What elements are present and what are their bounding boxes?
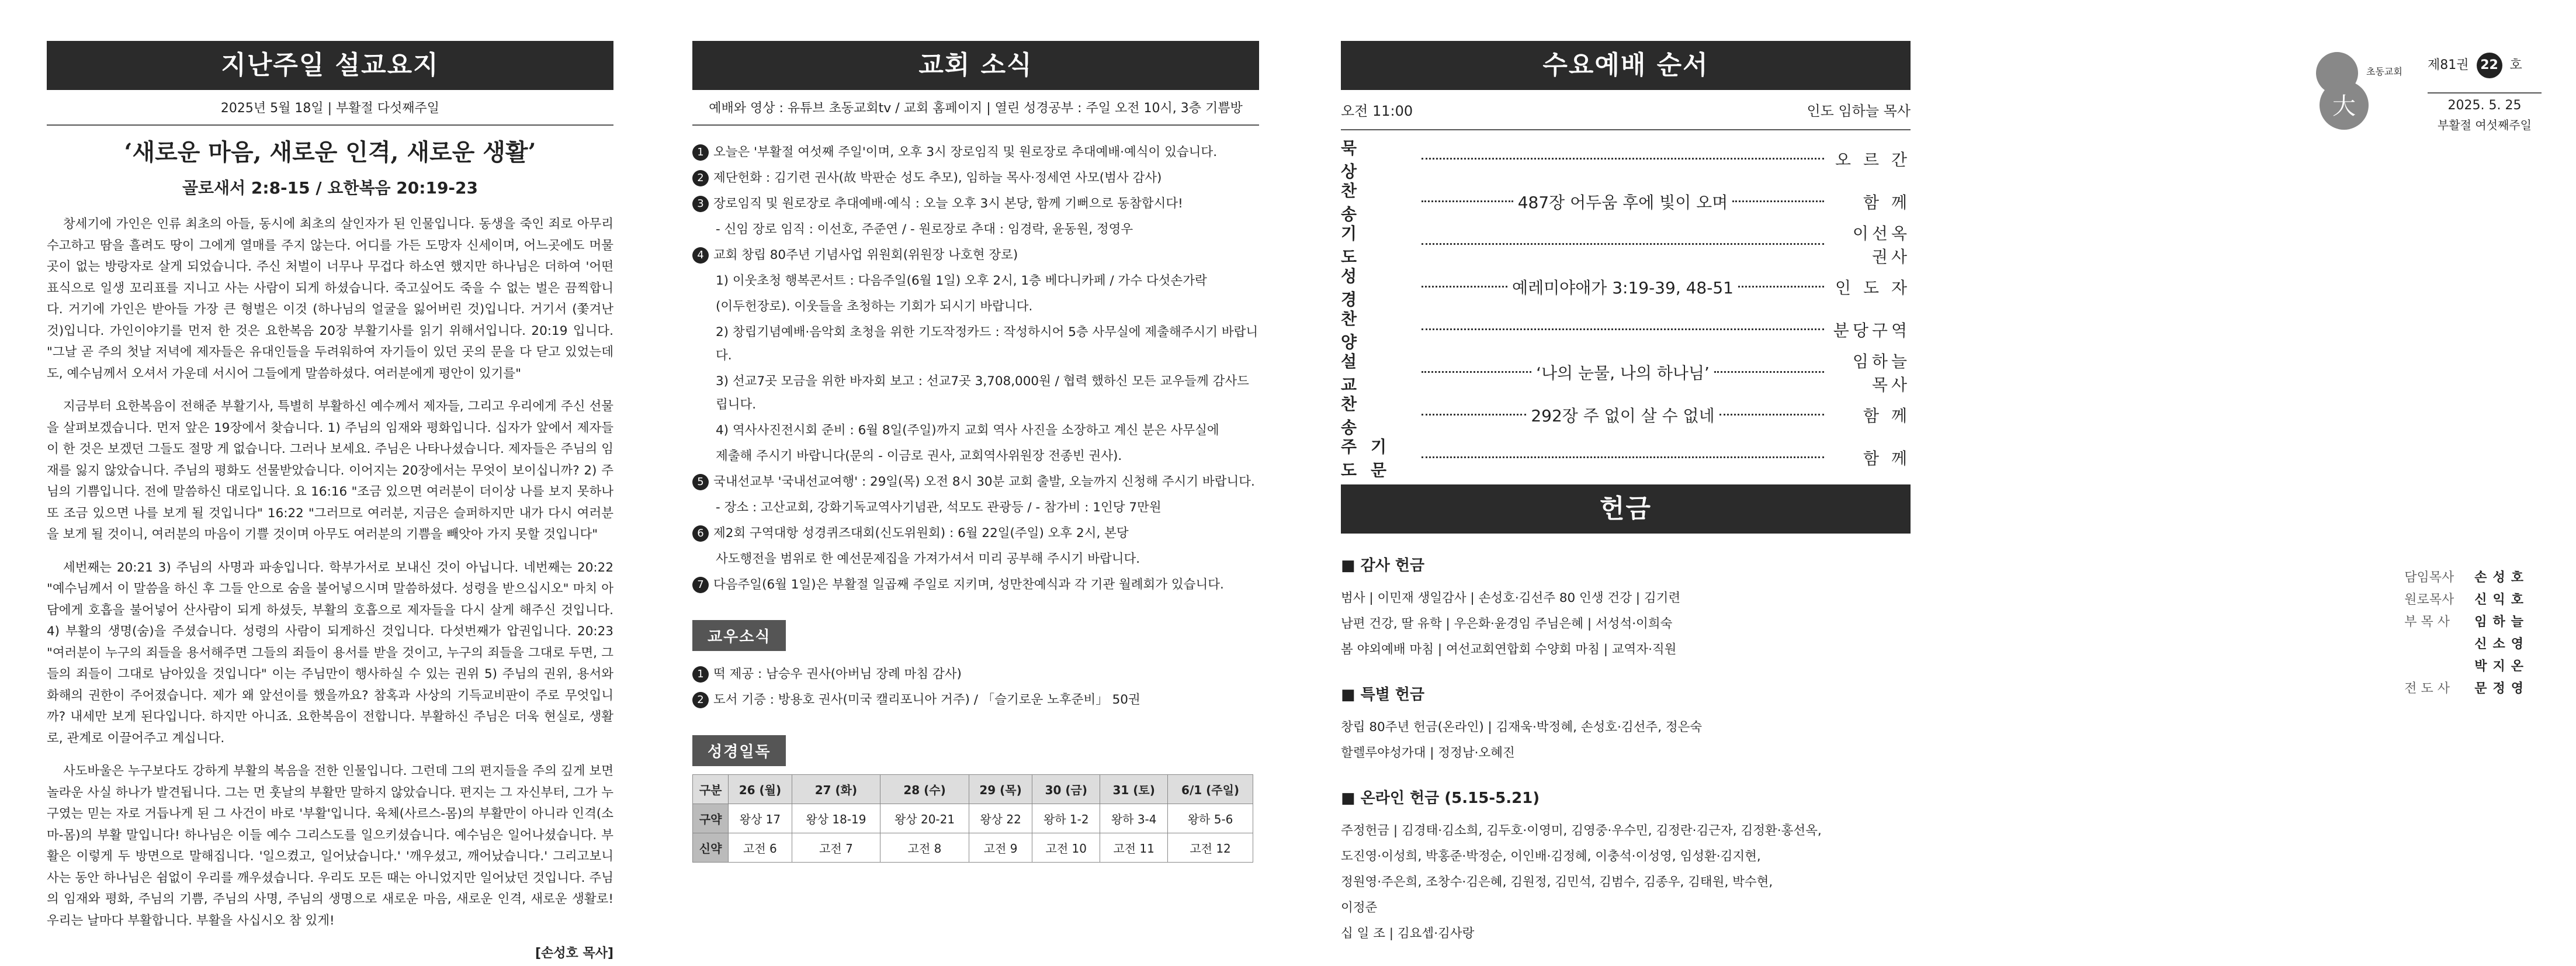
reading-cell: 왕상 22: [969, 804, 1032, 833]
friends-item: [692, 663, 1259, 686]
dot-leader: [1738, 286, 1824, 288]
staff-name: 임하늘: [2474, 615, 2529, 629]
reading-table: [692, 774, 1253, 863]
staff-role: [2404, 633, 2474, 656]
news-item: [692, 192, 1259, 216]
worship-leader: 인도 임하늘 목사: [1807, 103, 1911, 119]
news-item: [692, 496, 1259, 520]
news-item: [692, 167, 1259, 190]
dot-leader: [1732, 200, 1824, 202]
thanks-offering-line: 남편 건강, 딸 유학 | 우은화·윤경임 주님은혜 | 서성석·이희숙: [1341, 617, 1673, 631]
news-text: 1) 이웃초청 행복콘서트 : 다음주일(6월 1일) 오후 2시, 1층 베다니카페 / 가수 다섯손가락: [716, 273, 1207, 288]
volume: 제81권: [2428, 58, 2469, 72]
order-row: [1341, 223, 1911, 265]
order-key: 성 경: [1341, 266, 1371, 309]
thanks-offering-list: [1341, 586, 1911, 663]
staff-role: 원로목사: [2404, 593, 2454, 607]
reading-cell: 고전 8: [880, 833, 969, 863]
order-content: ‘나의 눈물, 나의 하나님’: [1536, 363, 1710, 383]
news-number: 5: [692, 474, 709, 490]
staff-name: 손성호: [2474, 570, 2529, 585]
dot-leader: [1719, 414, 1824, 416]
order-row: [1341, 308, 1911, 351]
dot-leader: [1422, 328, 1824, 330]
news-text: 3) 선교7곳 모금을 위한 바자회 보고 : 선교7곳 3,708,000원 / 협력 했하신 모든 교우들께 감사드립니다.: [716, 374, 1249, 412]
reading-label-cell: 구약: [693, 804, 729, 833]
reading-cell: 고전 9: [969, 833, 1032, 863]
order-person: 함 께: [1863, 192, 1911, 212]
news-text: 2) 창립기념예배·음악회 초청을 위한 기도작정카드 : 작성하시어 5층 사무실에 제출해주시기 바랍니다.: [716, 325, 1258, 363]
svg-text:大: 大: [2332, 93, 2356, 120]
dot-leader: [1714, 371, 1824, 373]
reading-row: [693, 804, 1253, 833]
staff-row: [2404, 567, 2529, 589]
dot-leader: [1422, 200, 1513, 202]
reading-section: [692, 735, 1259, 863]
online-offering-line: 이정준: [1341, 901, 1378, 915]
staff-row: [2404, 611, 2529, 633]
order-key: 찬 양: [1341, 309, 1371, 352]
reading-header-cell: 구분: [693, 775, 729, 804]
order-middle: [1417, 328, 1829, 330]
issue-number: 22: [2477, 53, 2502, 78]
order-person: 함 께: [1863, 448, 1911, 468]
masthead: [2308, 41, 2542, 140]
worship-time: 오전 11:00: [1341, 103, 1413, 119]
news-item: [692, 141, 1259, 164]
news-column: [692, 41, 1259, 863]
sermon-paragraph: 세번째는 20:21 3) 주님의 사명과 파송입니다. 학부가서로 보내신 것이 아닙니다. 네번째는 20:22 "예수님께서 이 말씀을 하신 후 그들 안으로 숨을 불어넣으시며 말씀하셨다. 성령을 받으십시오" 마치 아담에게 호흡을 불어넣어 산사람이 되게 하셨듯, 부활의 호흡으로 제자들을 다시 살게 해주신 것입니다. 4) 부활의 생명(숨)을 주셨습니다. 성령의 사람이 되게하신 것입니다. 다섯번째가 압권입니다. 20:23 "여러분이 누구의 죄들을 용서해주면 그들의 죄들이 용서를 받을 것이고, 누구의 죄들을 그대로 두면, 그들의 죄들이 그대로 남아있을 것입니다" 이는 주님만이 행사하실 수 있는 권위 5) 주님의 권위, 용서와 화해의 권한이 주어졌습니다. 제가 왜 앞선이를 했을까요? 참혹과 사상의 기득교비판이 주로 무엇입니까? 내세만 보게 된다입니다. 하지만 아니죠. 요한복음이 전합니다. 부활하신 주님은 더욱 현실로, 생활로, 관계로 이끌어주고 계십니다.: [47, 560, 613, 746]
reading-tag: 성경일독: [692, 735, 786, 766]
friends-number: 2: [692, 692, 709, 708]
news-text: 다음주일(6월 1일)은 부활절 일곱째 주일로 지키며, 성만찬예식과 각 기관 월례회가 있습니다.: [713, 577, 1224, 592]
reading-header-cell: 6/1 (주일): [1168, 775, 1253, 804]
reading-header-cell: 27 (화): [792, 775, 880, 804]
thanks-offering-line: 봄 야외예배 마침 | 여선교회연합회 수양회 마침 | 교역자·직원: [1341, 642, 1677, 657]
order-person: 인 도 자: [1835, 278, 1911, 297]
worship-info: [1341, 90, 1911, 130]
news-item: [692, 470, 1259, 494]
staff-role: 담임목사: [2404, 570, 2454, 585]
friends-item: [692, 688, 1259, 712]
issue-date: 2025. 5. 25: [2428, 92, 2542, 113]
order-key: 기 도: [1341, 223, 1371, 266]
news-item: [692, 445, 1259, 468]
order-middle: [1417, 456, 1829, 458]
news-number: 6: [692, 525, 709, 542]
order-row: [1341, 436, 1911, 479]
news-text: (이두헌장로). 이웃들을 초청하는 기회가 되시기 바랍니다.: [716, 299, 1033, 314]
order-middle: [1417, 361, 1829, 384]
order-row: [1341, 265, 1911, 308]
online-offering-heading: ■ 온라인 헌금 (5.15-5.21): [1341, 790, 1540, 807]
issue-suffix: 호: [2509, 58, 2522, 72]
volume-line: [2428, 53, 2522, 78]
staff-name: 신익호: [2474, 593, 2529, 607]
staff-row: [2404, 589, 2529, 611]
order-middle: [1417, 190, 1829, 213]
order-person: 함 께: [1863, 406, 1911, 425]
reading-header-cell: 29 (목): [969, 775, 1032, 804]
news-text: 제단헌화 : 김기련 권사(故 박판순 성도 추모), 임하늘 목사·정세연 사모(범사 감사): [713, 171, 1162, 185]
issue-week: 부활절 여섯째주일: [2438, 118, 2532, 132]
order-row: [1341, 351, 1911, 393]
friends-tag: 교우소식: [692, 620, 786, 651]
order-key: 찬 송: [1341, 181, 1371, 224]
reading-row: [693, 833, 1253, 863]
staff-role: [2404, 656, 2474, 678]
sermon-paragraph: 사도바울은 누구보다도 강하게 부활의 복음을 전한 인물입니다. 그런데 그의 편지들을 주의 깊게 보면 놀라운 사실 하나가 발견됩니다. 그는 먼 훗날의 부활만 말하지 않았습니다. 편지는 그 자신부터, 그가 누구였는 믿는 자로 거듭나게 된 그 사건이 바로 '부활'입니다. 육체(사르스-몸)의 부활만이 아니라 인격(소마-몸)의 부활 말입니다! 하나님은 이들 예수 그리스도를 일으키셨습니다. 예수님은 일어나셨습니다. 부활은 이렇게 두 방면으로 말해집니다. '일으켰고, 일어났습니다.' '깨우셨고, 깨어났습니다.' 그리고보니 사는 동안 하나님은 쉼없이 우리를 깨우셨습니다. 우리도 모든 때는 아니었지만 일어났던 것입니다. 주님의 임재와 평화, 주님의 기쁨, 주님의 사명, 주님의 생명으로 새로운 마음, 새로운 인격, 새로운 생활로! 우리는 날마다 부활합니다. 부활을 사십시오 참 있게!: [47, 764, 613, 928]
news-item: [692, 419, 1259, 442]
order-middle: [1417, 158, 1829, 160]
sermon-date-line: 2025년 5월 18일 | 부활절 다섯째주일: [47, 90, 613, 126]
staff-list: [2404, 567, 2529, 700]
order-person: 이선옥 권사: [1852, 223, 1911, 266]
special-offering-line: 창립 80주년 헌금(온라인) | 김재욱·박정혜, 손성호·김선주, 정은숙: [1341, 720, 1703, 735]
reading-cell: 왕상 17: [729, 804, 792, 833]
news-number: 2: [692, 170, 709, 186]
news-list: [692, 141, 1259, 597]
special-offering-line: 할렐루야성가대 | 정정남·오혜진: [1341, 746, 1515, 760]
news-text: - 신임 장로 임직 : 이선호, 주준연 / - 원로장로 추대 : 임경락, 윤동원, 정영우: [716, 222, 1133, 237]
order-person: 임하늘 목사: [1852, 351, 1911, 394]
online-offering-line: 도진영·이성희, 박홍준·박정순, 이인배·김정혜, 이충석·이성영, 임성환·김지현,: [1341, 849, 1761, 864]
news-text: 국내선교부 '국내선교여행' : 29일(목) 오전 8시 30분 교회 출발, 오늘까지 신청해 주시기 바랍니다.: [713, 475, 1255, 489]
staff-name: 문정영: [2474, 681, 2529, 696]
news-item: [692, 244, 1259, 267]
special-offering-heading: ■ 특별 헌금: [1341, 686, 1425, 704]
sermon-paragraph: 지금부터 요한복음이 전해준 부활기사, 특별히 부활하신 예수께서 제자들, 그리고 우리에게 주신 선물을 살펴보겠습니다. 먼저 앞은 19장에서 찾습니다. 1) 주님의 임재와 평화입니다. 십자가 앞에서 제자들이 한 것은 보겠던 그들도 절망 게 없습니다. 그러나 보세요. 주님은 나타나셨습니다. 제자들은 주님의 임재를 잃지 않았습니다. 주님의 평화도 선물받았습니다. 이어지는 20장에서는 무엇이 보이십니까? 2) 주님의 기쁨입니다. 전에 말씀하신 대로입니다. 요 16:16 "조금 있으면 여러분이 더이상 나를 보지 못하나 또 조금 있으면 나를 보게 될 것입니다" 16:22 "그러므로 여러분, 지금은 슬퍼하지만 내가 다시 여러분을 보게 될 것이니, 여러분의 마음이 기쁠 것이며 아무도 여러분의 기쁨을 빼앗아 가지 못할 것입니다": [47, 399, 613, 542]
sermon-title: ‘새로운 마음, 새로운 인격, 새로운 생활’: [124, 139, 536, 166]
online-offering-line: 십 일 조 | 김요셉·김사랑: [1341, 926, 1475, 941]
order-person: 오 르 간: [1835, 150, 1911, 169]
staff-row: [2404, 633, 2529, 656]
order-content: 487장 어두움 후에 빛이 오며: [1517, 192, 1728, 212]
thanks-offering-heading: ■ 감사 헌금: [1341, 557, 1425, 574]
staff-row: [2404, 656, 2529, 678]
offering-header: 헌금: [1341, 484, 1911, 534]
news-text: 사도행전을 범위로 한 예선문제집을 가져가셔서 미리 공부해 주시기 바랍니다.: [716, 552, 1140, 566]
staff-name: 박지온: [2474, 659, 2529, 674]
dot-leader: [1422, 456, 1824, 458]
online-offering-line: 정원영·주은희, 조창수·김은혜, 김원정, 김민석, 김범수, 김종우, 김태원, 박수현,: [1341, 875, 1773, 889]
reading-cell: 고전 6: [729, 833, 792, 863]
reading-cell: 왕상 20-21: [880, 804, 969, 833]
reading-cell: 고전 10: [1032, 833, 1100, 863]
reading-cell: 고전 11: [1100, 833, 1168, 863]
online-offering-list: [1341, 818, 1911, 947]
reading-cell: 왕상 18-19: [792, 804, 880, 833]
news-number: 3: [692, 196, 709, 212]
dot-leader: [1422, 158, 1824, 160]
staff-role: 전 도 사: [2404, 681, 2450, 696]
sermon-column: [47, 41, 613, 961]
news-text: - 장소 : 고산교회, 강화기독교역사기념관, 석모도 관광등 / - 참가비 : 1인당 7만원: [716, 500, 1162, 515]
news-item: [692, 218, 1259, 241]
news-item: [692, 321, 1259, 368]
friends-list: [692, 663, 1259, 712]
order-row: [1341, 137, 1911, 180]
dot-leader: [1422, 371, 1531, 373]
news-item: [692, 522, 1259, 545]
order-middle: [1417, 243, 1829, 245]
news-item: [692, 269, 1259, 293]
news-text: 장로임직 및 원로장로 추대예배·예식 : 오늘 오후 3시 본당, 함께 기뻐으로 동참합시다!: [713, 196, 1183, 211]
news-text: 4) 역사사진전시회 준비 : 6월 8일(주일)까지 교회 역사 사진을 소장하고 계신 분은 사무실에: [716, 423, 1219, 438]
reading-cell: 왕하 3-4: [1100, 804, 1168, 833]
friends-number: 1: [692, 666, 709, 683]
staff-role: 부 목 사: [2404, 615, 2450, 629]
reading-cell: 왕하 5-6: [1168, 804, 1253, 833]
reading-header-cell: 31 (토): [1100, 775, 1168, 804]
sermon-paragraph: 창세기에 가인은 인류 최초의 아들, 동시에 최초의 살인자가 된 인물입니다. 동생을 죽인 죄로 아무리 수고하고 땀을 흘려도 땅이 그에게 열매를 주지 않는다. 어디를 가든 도망자 신세이며, 어느곳에도 머물곳이 없는 방랑자로 살게 되었습니다. 주신 처벌이 너무나 무겁다 하소연 했지만 하나님은 더하여 '어떤 표식으로 일생 꼬리표를 지니고 사는 사람이 되게 하셨습니다. 죽고싶어도 죽을 수 없는 벌은 끔찍합니다. 거기에 가인은 받아들 가장 큰 형벌은 이것 (하나님의 얼굴을 잃어버린 것)입니다. 거기서 (쫓겨난 것)입니다. 가인이야기를 먼저 한 것은 요한복음 20장 부활기사를 읽기 위해서입니다. 20:19 입니다. "그날 곧 주의 첫날 저녁에 제자들은 유대인들을 두려워하여 자기들이 있던 곳의 문을 다 닫고 있었는데도, 예수님께서 오셔서 가운데 서시어 그들에게 말씀하셨다. 여러분에게 평안이 있기를": [47, 217, 613, 381]
staff-row: [2404, 678, 2529, 700]
reading-label-cell: 신약: [693, 833, 729, 863]
staff-name: 신소영: [2474, 637, 2529, 652]
order-content: 292장 주 없이 살 수 없네: [1531, 406, 1715, 425]
news-number: 7: [692, 577, 709, 593]
sermon-signature: [손성호 목사]: [535, 946, 613, 961]
news-text: 오늘은 '부활절 여섯째 주일'이며, 오후 3시 장로임직 및 원로장로 추대예배·예식이 있습니다.: [713, 145, 1218, 160]
news-item: [692, 295, 1259, 318]
church-logo-icon: [2308, 47, 2378, 134]
reading-header-cell: 30 (금): [1032, 775, 1100, 804]
order-row: [1341, 393, 1911, 436]
reading-header-cell: 28 (수): [880, 775, 969, 804]
order-person: 분당구역: [1833, 320, 1911, 340]
dot-leader: [1422, 414, 1526, 416]
news-sub-line: 예배와 영상 : 유튜브 초동교회tv / 교회 홈페이지 | 열린 성경공부 : 주일 오전 10시, 3층 기쁨방: [692, 90, 1259, 126]
reading-cell: 고전 12: [1168, 833, 1253, 863]
church-name: 초동교회: [2366, 66, 2402, 77]
order-key: 주기도문: [1341, 437, 1401, 480]
order-content: 예레미야애가 3:19-39, 48-51: [1512, 278, 1733, 297]
reading-cell: 고전 7: [792, 833, 880, 863]
reading-cell: 왕하 1-2: [1032, 804, 1100, 833]
news-text: 교회 창립 80주년 기념사업 위원회(위원장 나호현 장로): [713, 248, 1018, 262]
order-middle: [1417, 403, 1829, 427]
dot-leader: [1422, 243, 1824, 245]
news-item: [692, 573, 1259, 597]
sermon-header: 지난주일 설교요지: [47, 41, 613, 90]
news-number: 1: [692, 144, 709, 161]
thanks-offering-line: 범사 | 이민재 생일감사 | 손성호·김선주 80 인생 건강 | 김기련: [1341, 591, 1681, 605]
news-text: 제출해 주시기 바랍니다(문의 - 이금로 권사, 교회역사위원장 전종빈 권사).: [716, 449, 1122, 463]
worship-order: [1341, 137, 1911, 479]
friends-section: [692, 620, 1259, 712]
order-key: 설 교: [1341, 351, 1371, 394]
order-key: 찬 송: [1341, 394, 1371, 437]
friends-text: 떡 제공 : 남승우 권사(아버님 장례 마침 감사): [713, 667, 962, 681]
worship-header: 수요예배 순서: [1341, 41, 1911, 90]
friends-text: 도서 기증 : 방용호 권사(미국 캘리포니아 거주) / 「슬기로운 노후준비」 50권: [713, 693, 1140, 707]
online-offering-line: 주정헌금 | 김경태·김소희, 김두호·이영미, 김영중·우수민, 김정란·김근자, 김정환·홍선옥,: [1341, 823, 1822, 838]
news-number: 4: [692, 247, 709, 264]
worship-column: [1341, 41, 1911, 947]
news-item: [692, 370, 1259, 417]
dot-leader: [1422, 286, 1507, 288]
sermon-verse: 골로새서 2:8-15 / 요한복음 20:19-23: [182, 178, 479, 198]
news-text: 제2회 구역대항 성경퀴즈대회(신도위원회) : 6월 22일(주일) 오후 2시, 본당: [713, 526, 1129, 541]
special-offering-list: [1341, 715, 1911, 766]
order-key: 묵 상: [1341, 138, 1371, 181]
news-item: [692, 548, 1259, 571]
reading-header-cell: 26 (월): [729, 775, 792, 804]
order-row: [1341, 180, 1911, 223]
reading-header-row: [693, 775, 1253, 804]
order-middle: [1417, 275, 1829, 299]
news-header: 교회 소식: [692, 41, 1259, 90]
